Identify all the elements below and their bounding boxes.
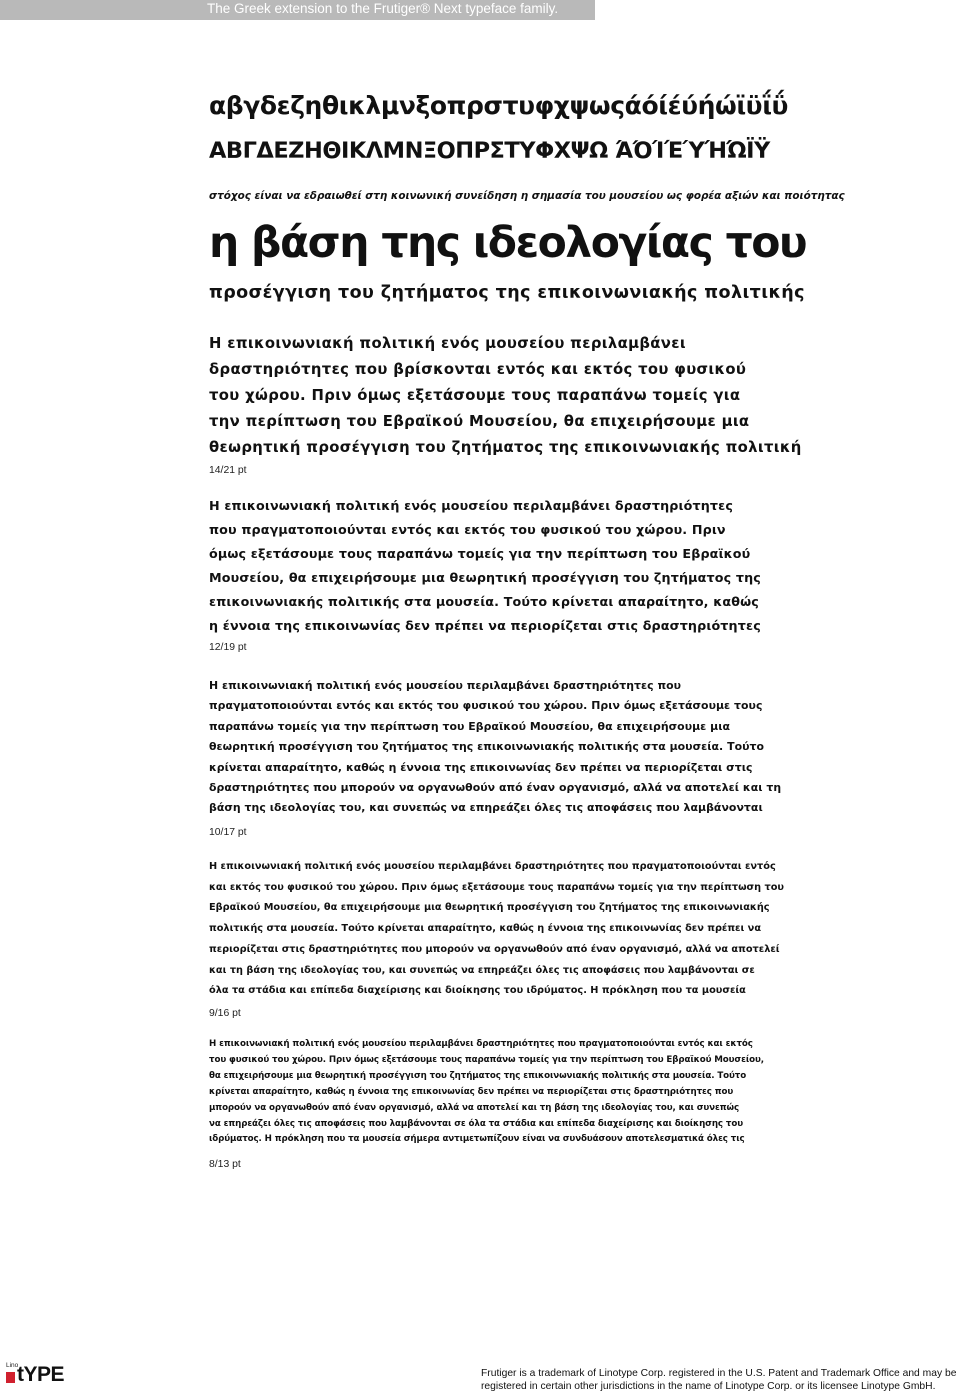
display-line: η βάση της ιδεολογίας του [209, 219, 807, 268]
paragraph-line: ιδρύματος. Η πρόκληση που τα μουσεία σήμερα αντιμετωπίζουν είναι να συνδυάσουν αποτελεσματικά όλες τις [209, 1134, 745, 1145]
linotype-logo [6, 1362, 68, 1386]
paragraph-line: θεωρητική προσέγγιση του ζητήματος της επικοινωνιακής πολιτικής στα μουσεία. Τούτο [209, 740, 765, 754]
paragraph-8-13 [209, 1037, 849, 1148]
paragraph-line: πολιτικής στα μουσεία. Τούτο κρίνεται απαραίτητο, καθώς η έννοια της επικοινωνίας δεν πρέπει να [209, 923, 762, 935]
paragraph-line: και εκτός του φυσικού του χώρου. Πριν όμως εξετάσουμε τους παραπάνω τομείς για την περίπτωση του [209, 881, 784, 893]
paragraph-line: η έννοια της επικοινωνίας δεν πρέπει να περιορίζεται στις δραστηριότητες [209, 618, 761, 633]
paragraph-line: Μουσείου, θα επιχειρήσουμε μια θεωρητική προσέγγιση του ζητήματος της [209, 570, 761, 585]
size-label-9-16: 9/16 pt [209, 1008, 241, 1019]
sample-sentence: στόχος είναι να εδραιωθεί στη κοινωνική συνείδηση η σημασία του μουσείου ως φορέα αξιών και ποιότητας [209, 190, 845, 202]
paragraph-line: βάση της ιδεολογίας του, και συνεπώς να επηρεάζει όλες τις αποφάσεις που λαμβάνονται [209, 801, 763, 815]
size-label-10-17: 10/17 pt [209, 827, 247, 838]
paragraph-line: θεωρητική προσέγγιση του ζητήματος της επικοινωνιακής πολιτική [209, 439, 802, 456]
lowercase-alphabet: αβγδεζηθικλμνξοπρστυφχψωςάόίέύήώϊϋΐΰ [209, 91, 788, 120]
paragraph-line: μπορούν να οργανωθούν από έναν οργανισμό, αλλά να αποτελεί και τη βάση της ιδεολογίας του, και συνεπώς [209, 1102, 739, 1113]
paragraph-line: που πραγματοποιούνται εντός και εκτός του φυσικού του χώρου. Πριν [209, 522, 726, 537]
paragraph-line: όμως εξετάσουμε τους παραπάνω τομείς για την περίπτωση του Εβραϊκού [209, 546, 751, 561]
size-label-12-19: 12/19 pt [209, 642, 247, 653]
logo-prefix: Lino [6, 1362, 19, 1369]
paragraph-line: του φυσικού του χώρου. Πριν όμως εξετάσουμε τους παραπάνω τομείς για την περίπτωση του Εβραϊκού Μουσείου, [209, 1054, 764, 1065]
paragraph-line: Η επικοινωνιακή πολιτική ενός μουσείου περιλαμβάνει δραστηριότητες που [209, 679, 682, 692]
paragraph-line: περιορίζεται στις δραστηριότητες που μπορούν να οργανωθούν από έναν οργανισμό, αλλά να αποτελεί [209, 943, 780, 955]
paragraph-line: να επηρεάζει όλες τις αποφάσεις που λαμβάνονται σε όλα τα στάδια και επίπεδα διαχείρισης και διοίκησης του [209, 1118, 743, 1129]
size-label-14-21: 14/21 pt [209, 465, 247, 476]
logo-mark-icon [6, 1372, 15, 1383]
paragraph-line: όλα τα στάδια και επίπεδα διαχείρισης και διοίκησης του ιδρύματος. Η πρόκληση που τα μουσεία [209, 985, 746, 997]
paragraph-line: επικοινωνιακής πολιτικής στα μουσεία. Τούτο κρίνεται απαραίτητο, καθώς [209, 594, 759, 609]
footer-line-1: Frutiger is a trademark of Linotype Corp. registered in the U.S. Patent and Trademark Office and may be [481, 1368, 957, 1379]
paragraph-12-19 [209, 494, 849, 638]
paragraph-10-17 [209, 676, 849, 819]
paragraph-9-16 [209, 857, 849, 1002]
header-bar [0, 0, 595, 20]
paragraph-line: παραπάνω τομείς για την περίπτωση του Εβραϊκού Μουσείου, θα επιχειρήσουμε μια [209, 719, 731, 733]
subhead-line: προσέγγιση του ζητήματος της επικοινωνιακής πολιτικής [209, 283, 805, 303]
paragraph-line: και τη βάση της ιδεολογίας του, και συνεπώς να επηρεάζει όλες τις αποφάσεις που λαμβάνονται σε [209, 964, 755, 976]
paragraph-line: Η επικοινωνιακή πολιτική ενός μουσείου περιλαμβάνει [209, 335, 686, 352]
paragraph-line: θα επιχειρήσουμε μια θεωρητική προσέγγιση του ζητήματος της επικοινωνιακής πολιτικής στα μουσεία. Τούτο [209, 1070, 747, 1081]
paragraph-line: Η επικοινωνιακή πολιτική ενός μουσείου περιλαμβάνει δραστηριότητες που πραγματοποιούνται εντός και εκτός [209, 1039, 753, 1049]
paragraph-line: Η επικοινωνιακή πολιτική ενός μουσείου περιλαμβάνει δραστηριότητες που πραγματοποιούνται εντός [209, 861, 776, 872]
header-title: The Greek extension to the Frutiger® Next typeface family. [207, 1, 559, 16]
size-label-8-13: 8/13 pt [209, 1159, 241, 1170]
paragraph-line: δραστηριότητες που μπορούν να οργανωθούν από έναν οργανισμό, αλλά να αποτελεί και τη [209, 781, 782, 795]
paragraph-line: την περίπτωση του Εβραϊκού Μουσείου, θα επιχειρήσουμε μια [209, 413, 750, 430]
uppercase-alphabet: ΑΒΓΔΕΖΗΘΙΚΛΜΝΞΟΠΡΣΤΥΦΧΨΩ ΆΌΊΈΎΉΏΪΫ [209, 138, 770, 164]
paragraph-14-21 [209, 331, 849, 461]
logo-wordmark: tYPE [17, 1363, 65, 1386]
paragraph-line: πραγματοποιούνται εντός και εκτός του φυσικού του χώρου. Πριν όμως εξετάσουμε τους [209, 699, 763, 713]
paragraph-line: κρίνεται απαραίτητο, καθώς η έννοια της επικοινωνίας δεν πρέπει να περιορίζεται στις δραστηριότητες που [209, 1086, 734, 1097]
paragraph-line: Εβραϊκού Μουσείου, θα επιχειρήσουμε μια θεωρητική προσέγγιση του ζητήματος της επικοινωνιακής [209, 902, 770, 914]
paragraph-line: Η επικοινωνιακή πολιτική ενός μουσείου περιλαμβάνει δραστηριότητες [209, 498, 734, 513]
footer-line-2: registered in certain other jurisdictions in the name of Linotype Corp. or its licensee Linotype GmbH. [481, 1380, 936, 1392]
paragraph-line: κρίνεται απαραίτητο, καθώς η έννοια της επικοινωνίας δεν πρέπει να περιορίζεται στις [209, 760, 753, 774]
paragraph-line: του χώρου. Πριν όμως εξετάσουμε τους παραπάνω τομείς για [209, 387, 741, 404]
trademark-footer [481, 1368, 955, 1393]
paragraph-line: δραστηριότητες που βρίσκονται εντός και εκτός του φυσικού [209, 361, 747, 378]
